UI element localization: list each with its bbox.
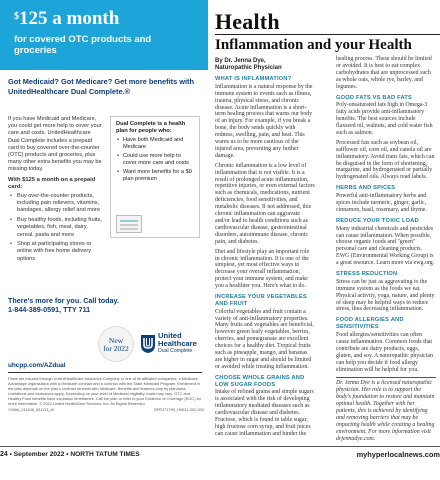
byline xyxy=(215,58,315,72)
new-badge-line1: New xyxy=(108,336,124,345)
ad-card-item: • Have both Medicaid and Medicare xyxy=(116,137,195,151)
ad-question: Got Medicaid? Got Medicare? Get more benefits with UnitedHealthcare Dual Complete.® xyxy=(8,77,195,96)
logo-line3: Dual Complete xyxy=(158,347,193,354)
ad-price-headline xyxy=(14,8,119,30)
uhc-shield-icon xyxy=(140,334,156,354)
page-footer-info xyxy=(0,451,140,458)
subheading: STRESS REDUCTION xyxy=(336,271,398,278)
ad-code-left: Y0066_211108_021113_M xyxy=(8,407,54,412)
section-title: Health xyxy=(215,9,280,34)
paragraph: Food allergies/sensitivities can often cause inflammation. Common foods that contribute are dairy products, eggs, gluten, and soy. A naturopathic physician can help you decide if food allergy elimination will be helpful for you. xyxy=(336,331,433,373)
paragraph: Powerful anti-inflammatory herbs and spices include turmeric, ginger, garlic, cinnamon, basil, rosemary, and thyme. xyxy=(336,193,427,213)
ad-divider xyxy=(8,372,202,373)
byline-author: By Dr. Jenna Dye, xyxy=(215,58,266,64)
paragraph: Poly-unsaturated fats high in Omega-3 fatty acids provide anti-inflammatory benefits. The best sources include flaxseed oil, walnuts, and cold water fish such as salmon. xyxy=(336,102,433,136)
logo-line2: Healthcare xyxy=(158,338,197,348)
paragraph: Many industrial chemicals and pesticides can cause inflammation. When possible, choose organic foods and "green" personal care and cleaning products. EWG (Environmental Working Group) is a great resource. Learn more via ewg.org. xyxy=(336,225,435,267)
subheading: FOOD ALLERGIES AND SENSITIVITIES xyxy=(336,317,404,331)
ad-fine-text: Plans are insured through UnitedHealthcare Insurance Company or one of its affiliated companies, a Medicare Advantage organization with a Medicare contract and a contract with the State Medicaid Program. Enrollment in the plan depends on the plan's contract renewal with Medicare. Benefits and features vary by plan/area. Limitations and exclusions apply. Depending on your level of Medicaid eligibility, costs may vary. OTC and Healthy Food benefits have expiration timeframes. Call the plan or refer to your Evidence of Coverage (EOC) for more information. © 2022 United HealthCare Services, Inc. All Rights Reserved. xyxy=(8,376,202,406)
footer-divider xyxy=(0,446,440,447)
subheading: GOOD FATS VS BAD FATS xyxy=(336,94,413,101)
ad-body xyxy=(8,116,102,265)
page-number: 24 xyxy=(0,451,8,458)
ad-phone[interactable]: 1-844-389-0591, TTY 711 xyxy=(8,305,91,315)
paragraph: Stress can be just as aggravating to the immune system as the foods we eat. Physical activity, yoga, nature, and plenty of sleep may be helpful ways to reduce stress, thus decreasing inflammation. xyxy=(336,278,435,313)
paragraph: healing process. These should be limited or avoided. It is best to eat complex carbohydrates that are unprocessed such as whole oats, whole rye, barley, and legumes. xyxy=(336,56,432,90)
ad-url[interactable]: uhcpp.com/AZdual xyxy=(8,362,66,369)
new-badge-line2: for 2022 xyxy=(103,344,129,353)
footer-separator: • xyxy=(9,451,14,458)
ad-subheadline: for covered OTC products and groceries xyxy=(14,34,152,56)
bio-divider xyxy=(336,377,436,378)
unitedhealthcare-logo xyxy=(140,330,202,358)
ad-call-line: There's more for you. Call today. xyxy=(8,296,120,305)
paragraph: Processed fats such as soybean oil, safflower oil, corn oil, and canola oil are inflammatory. Avoid trans fats, which can be disguised in the form of shortening, margarine, and hydrogenated or partially hydrogenated oils. Always read labels. xyxy=(336,139,435,181)
advertisement xyxy=(0,0,208,442)
article-headline: Inflammation and your Health xyxy=(215,37,412,53)
ad-fine-print xyxy=(8,376,204,412)
new-badge xyxy=(98,326,134,362)
website-url[interactable]: myhyperlocalnews.com xyxy=(356,450,440,459)
paragraph: Diet and lifestyle play an important role in chronic inflammation. It is one of the simplest, yet most effective ways to decrease your overall inflammation, protect your immune system, and make you a healthier you. Here's what to do. xyxy=(215,248,310,290)
subheading: CHOOSE WHOLE GRAINS AND LOW SUGAR FOODS xyxy=(215,374,305,388)
paragraph: Colorful vegetables and fruit contain a variety of anti-inflammatory properties. Many fruits and vegetables are beneficial, however green leafy vegetables, berries, cherries, and pomegranate are excellent choices for a healthy diet. Tropical fruits such as pineapple, mango, and bananas are higher in sugar and should be limited or avoided while treating inflammation. xyxy=(215,308,314,370)
prepaid-card-image xyxy=(116,215,142,233)
ad-bullet: • Buy healthy foods, including fruits, vegetables, fish, meat, dairy, cereal, pasta and more xyxy=(8,217,102,239)
ad-card-item: • Could use more help to cover more care and costs xyxy=(116,153,195,167)
ad-codes xyxy=(8,407,204,412)
ad-call-to-action xyxy=(8,296,204,315)
publication-name: NORTH TATUM TIMES xyxy=(70,451,140,458)
ad-card-intro: With $125 a month on a prepaid card: xyxy=(8,176,96,190)
paragraph: Intake of refined grains and simple sugars is associated with the risk of developing inflammatory mediated diseases such as cardiovascular disease and diabetes. Fructose, which is found in table sugar, high fructose corn syrup, and fruit juices can cause inflammation and hinder the xyxy=(215,389,314,437)
subheading: REDUCE YOUR TOXIC LOAD xyxy=(336,217,419,224)
ad-card-list xyxy=(116,137,195,183)
ad-code-right: SPRJ71799_H0021-002-000 xyxy=(154,407,204,412)
section-divider xyxy=(215,34,440,35)
ad-card-title: Dual Complete is a health plan for people who: xyxy=(116,121,186,134)
paragraph: Chronic inflammation is a low level of inflammation that is not visible. It is a result of prolonged acute inflammation, repetitive injuries, or even external factors such as chemicals, medications, nutrient deficiencies, food sensitivities, and metabolic diseases. If not addressed, this chronic inflammation can aggravate and/or lead to health conditions such as cardiovascular disease, gastrointestinal disorders, autoimmune disease, chronic pain, and diabetes. xyxy=(215,162,315,245)
ad-currency-symbol: $ xyxy=(14,11,19,22)
ad-banner xyxy=(0,0,208,70)
subheading: HERBS AND SPICES xyxy=(336,185,396,192)
issue-date: September 2022 xyxy=(13,451,65,458)
logo-wordmark xyxy=(158,332,197,355)
byline-title: Naturopathic Physician xyxy=(215,65,282,71)
author-bio: Dr. Jenna Dye is a licensed naturopathic physician. Her role is to support the body's foundation to restore and maintain optimal health. Together with her patients, this is achieved by identifying and removing barriers that may be impacting health while creating a healing environment. For more information visit drjennadye.com. xyxy=(336,380,435,442)
subheading: INCREASE YOUR VEGETABLES AND FRUIT xyxy=(215,294,307,307)
subheading: WHAT IS INFLAMMATION? xyxy=(215,76,292,82)
paragraph: Inflammation is a natural response by the immune system to events such as illness, trauma, physical stress, and chronic disease. Acute inflammation is a short-term healing process that warns our body of an injury. For example, if you break a bone, the body sends quickly with redness, swelling, pain, and heat. This warns us to be more cautious of the injured area, preventing any further damage. xyxy=(215,83,313,159)
footer-separator: • xyxy=(66,451,71,458)
ad-bullet: • Shop at participating stores or online with free home delivery options xyxy=(8,241,102,263)
logo-line1: United xyxy=(158,331,182,340)
article-column-1 xyxy=(215,58,315,438)
ad-card-item: • Want more benefits for a $0 plan premium xyxy=(116,169,195,183)
ad-info-card xyxy=(110,116,200,238)
ad-body-text: If you have Medicaid and Medicare, you could get more help to cover your care and costs. UnitedHealthcare Dual Complete includes a prepaid card to buy covered over-the-counter (OTC) products and groceries, plus many other extra benefits you may be missing today. xyxy=(8,116,102,173)
article-column-2 xyxy=(336,55,436,443)
ad-bullet: • Buy over-the-counter products, including pain relievers, vitamins, bandages, allergy relief and more xyxy=(8,193,102,215)
ad-price-text: 125 a month xyxy=(19,8,120,29)
ad-bullet-list xyxy=(8,193,102,263)
